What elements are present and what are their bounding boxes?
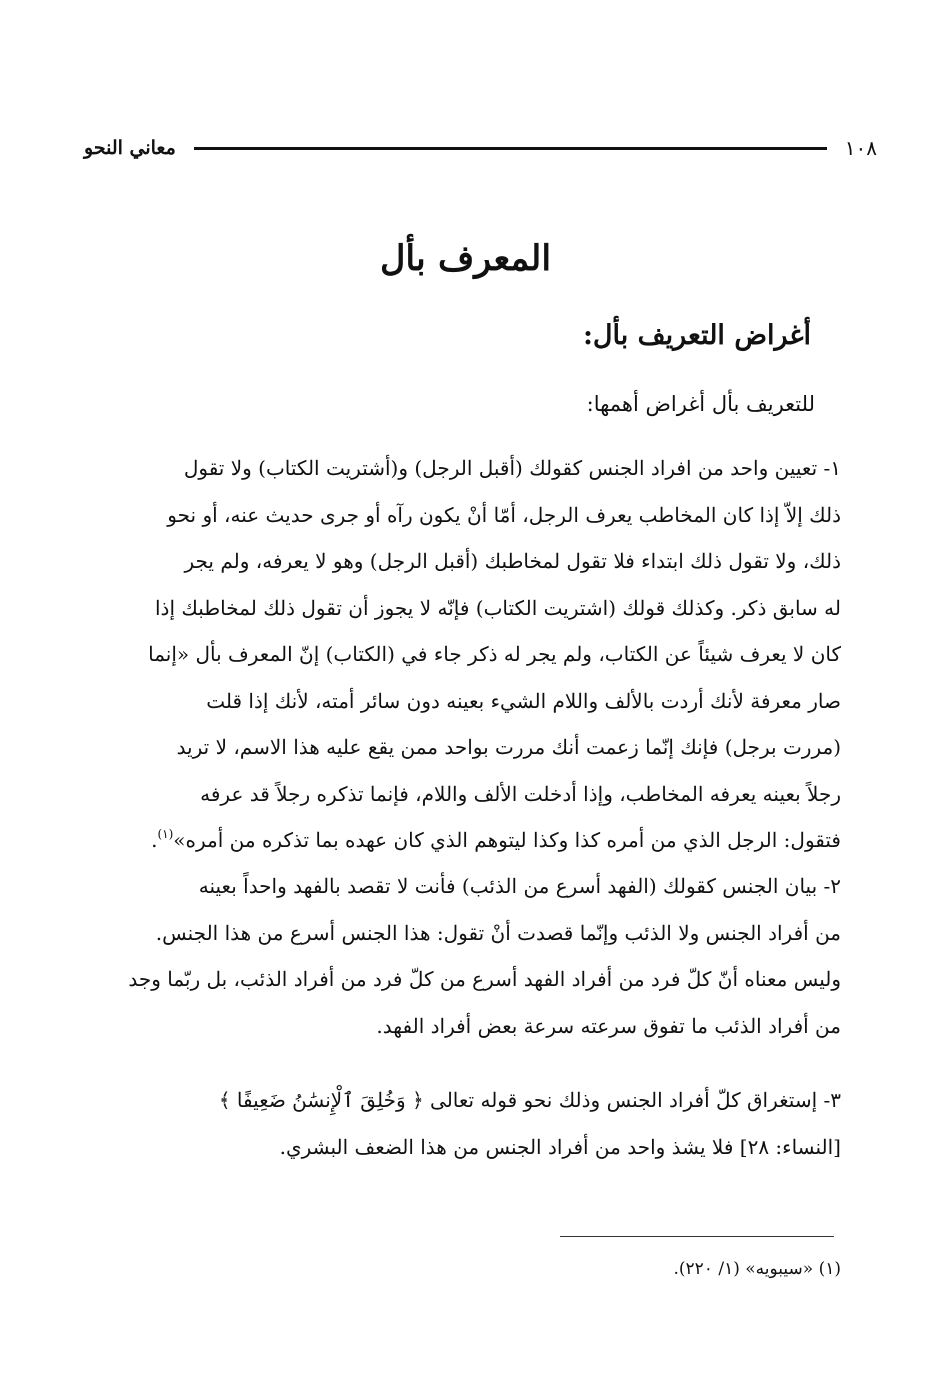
paragraph-line: ٣- إستغراق كلّ أفراد الجنس وذلك نحو قوله تعالى ﴿ وَخُلِقَ ٱلْإِنسَٰنُ ضَعِيفًا ﴾ xyxy=(218,1088,841,1112)
paragraph-line: له سابق ذكر. وكذلك قولك (اشتريت الكتاب) فإنّه لا يجوز أن تقول ذلك لمخاطبك إذا xyxy=(154,595,841,620)
paragraph-line: [النساء: ٢٨] فلا يشذ واحد من أفراد الجنس من هذا الضعف البشري. xyxy=(279,1134,841,1159)
paragraph-line: من أفراد الذئب ما تفوق سرعته سرعة بعض أفراد الفهد. xyxy=(376,1013,841,1038)
paragraph-line: وليس معناه أنّ كلّ فرد من أفراد الفهد أسرع من كلّ فرد من أفراد الذئب، بل ربّما وجد xyxy=(128,967,841,991)
paragraph-line: كان لا يعرف شيئاً عن الكتاب، ولم يجر له ذكر جاء في (الكتاب) إنّ المعرف بأل «إنما xyxy=(148,642,841,666)
paragraph-line-text: فتقول: الرجل الذي من أمره كذا وكذا ليتوهم الذي كان عهده بما تذكره من أمره» xyxy=(173,828,841,852)
paragraph-line: ذلك إلاّ إذا كان المخاطب يعرف الرجل، أمّا أنْ يكون رآه أو جرى حديث عنه، أو نحو xyxy=(167,502,841,527)
paragraph-line: ذلك، ولا تقول ذلك ابتداء فلا تقول لمخاطبك (أقبل الرجل) وهو لا يعرفه، ولم يجر xyxy=(184,549,841,573)
book-title: معاني النحو xyxy=(84,137,176,159)
paragraph-line: صار معرفة لأنك أردت بالألف واللام الشيء بعينه دون سائر أمته، لأنك إذا قلت xyxy=(206,688,841,713)
paragraph-line: رجلاً بعينه يعرفه المخاطب، وإذا أدخلت الألف واللام، فإنما تذكره رجلاً قد عرفه xyxy=(200,781,841,806)
intro-line: للتعريف بأل أغراض أهمها: xyxy=(586,392,815,416)
footnote: (١) «سيبويه» (١/ ٢٢٠). xyxy=(673,1259,841,1279)
paragraph-last-line: فتقول: الرجل الذي من أمره كذا وكذا ليتوهم الذي كان عهده بما تذكره من أمره»$^{(١)}$. xyxy=(151,827,841,852)
paragraph-line: (مررت برجل) فإنك إنّما زعمت أنك مررت بواحد ممن يقع عليه هذا الاسم، لا تريد xyxy=(176,735,841,759)
paragraph-line: من أفراد الجنس ولا الذئب وإنّما قصدت أنْ تقول: هذا الجنس أسرع من هذا الجنس. xyxy=(155,920,841,945)
section-heading: أغراض التعريف بأل: xyxy=(582,320,811,351)
chapter-title: المعرف بأل xyxy=(379,238,552,279)
header-rule xyxy=(194,147,827,150)
page-number: ١٠٨ xyxy=(844,136,877,160)
paragraph-line: ١- تعيين واحد من افراد الجنس كقولك (أقبل الرجل) و(أشتريت الكتاب) ولا تقول xyxy=(183,456,841,480)
footnote-reference[interactable]: (١) xyxy=(157,827,174,841)
page-header xyxy=(84,134,877,162)
paragraph-1 xyxy=(84,445,841,864)
paragraph-line: ٢- بيان الجنس كقولك (الفهد أسرع من الذئب) فأنت لا تقصد بالفهد واحداً بعينه xyxy=(198,874,841,898)
paragraph-2 xyxy=(84,863,841,1049)
paragraph-3 xyxy=(84,1077,841,1170)
footnote-divider xyxy=(560,1236,834,1237)
